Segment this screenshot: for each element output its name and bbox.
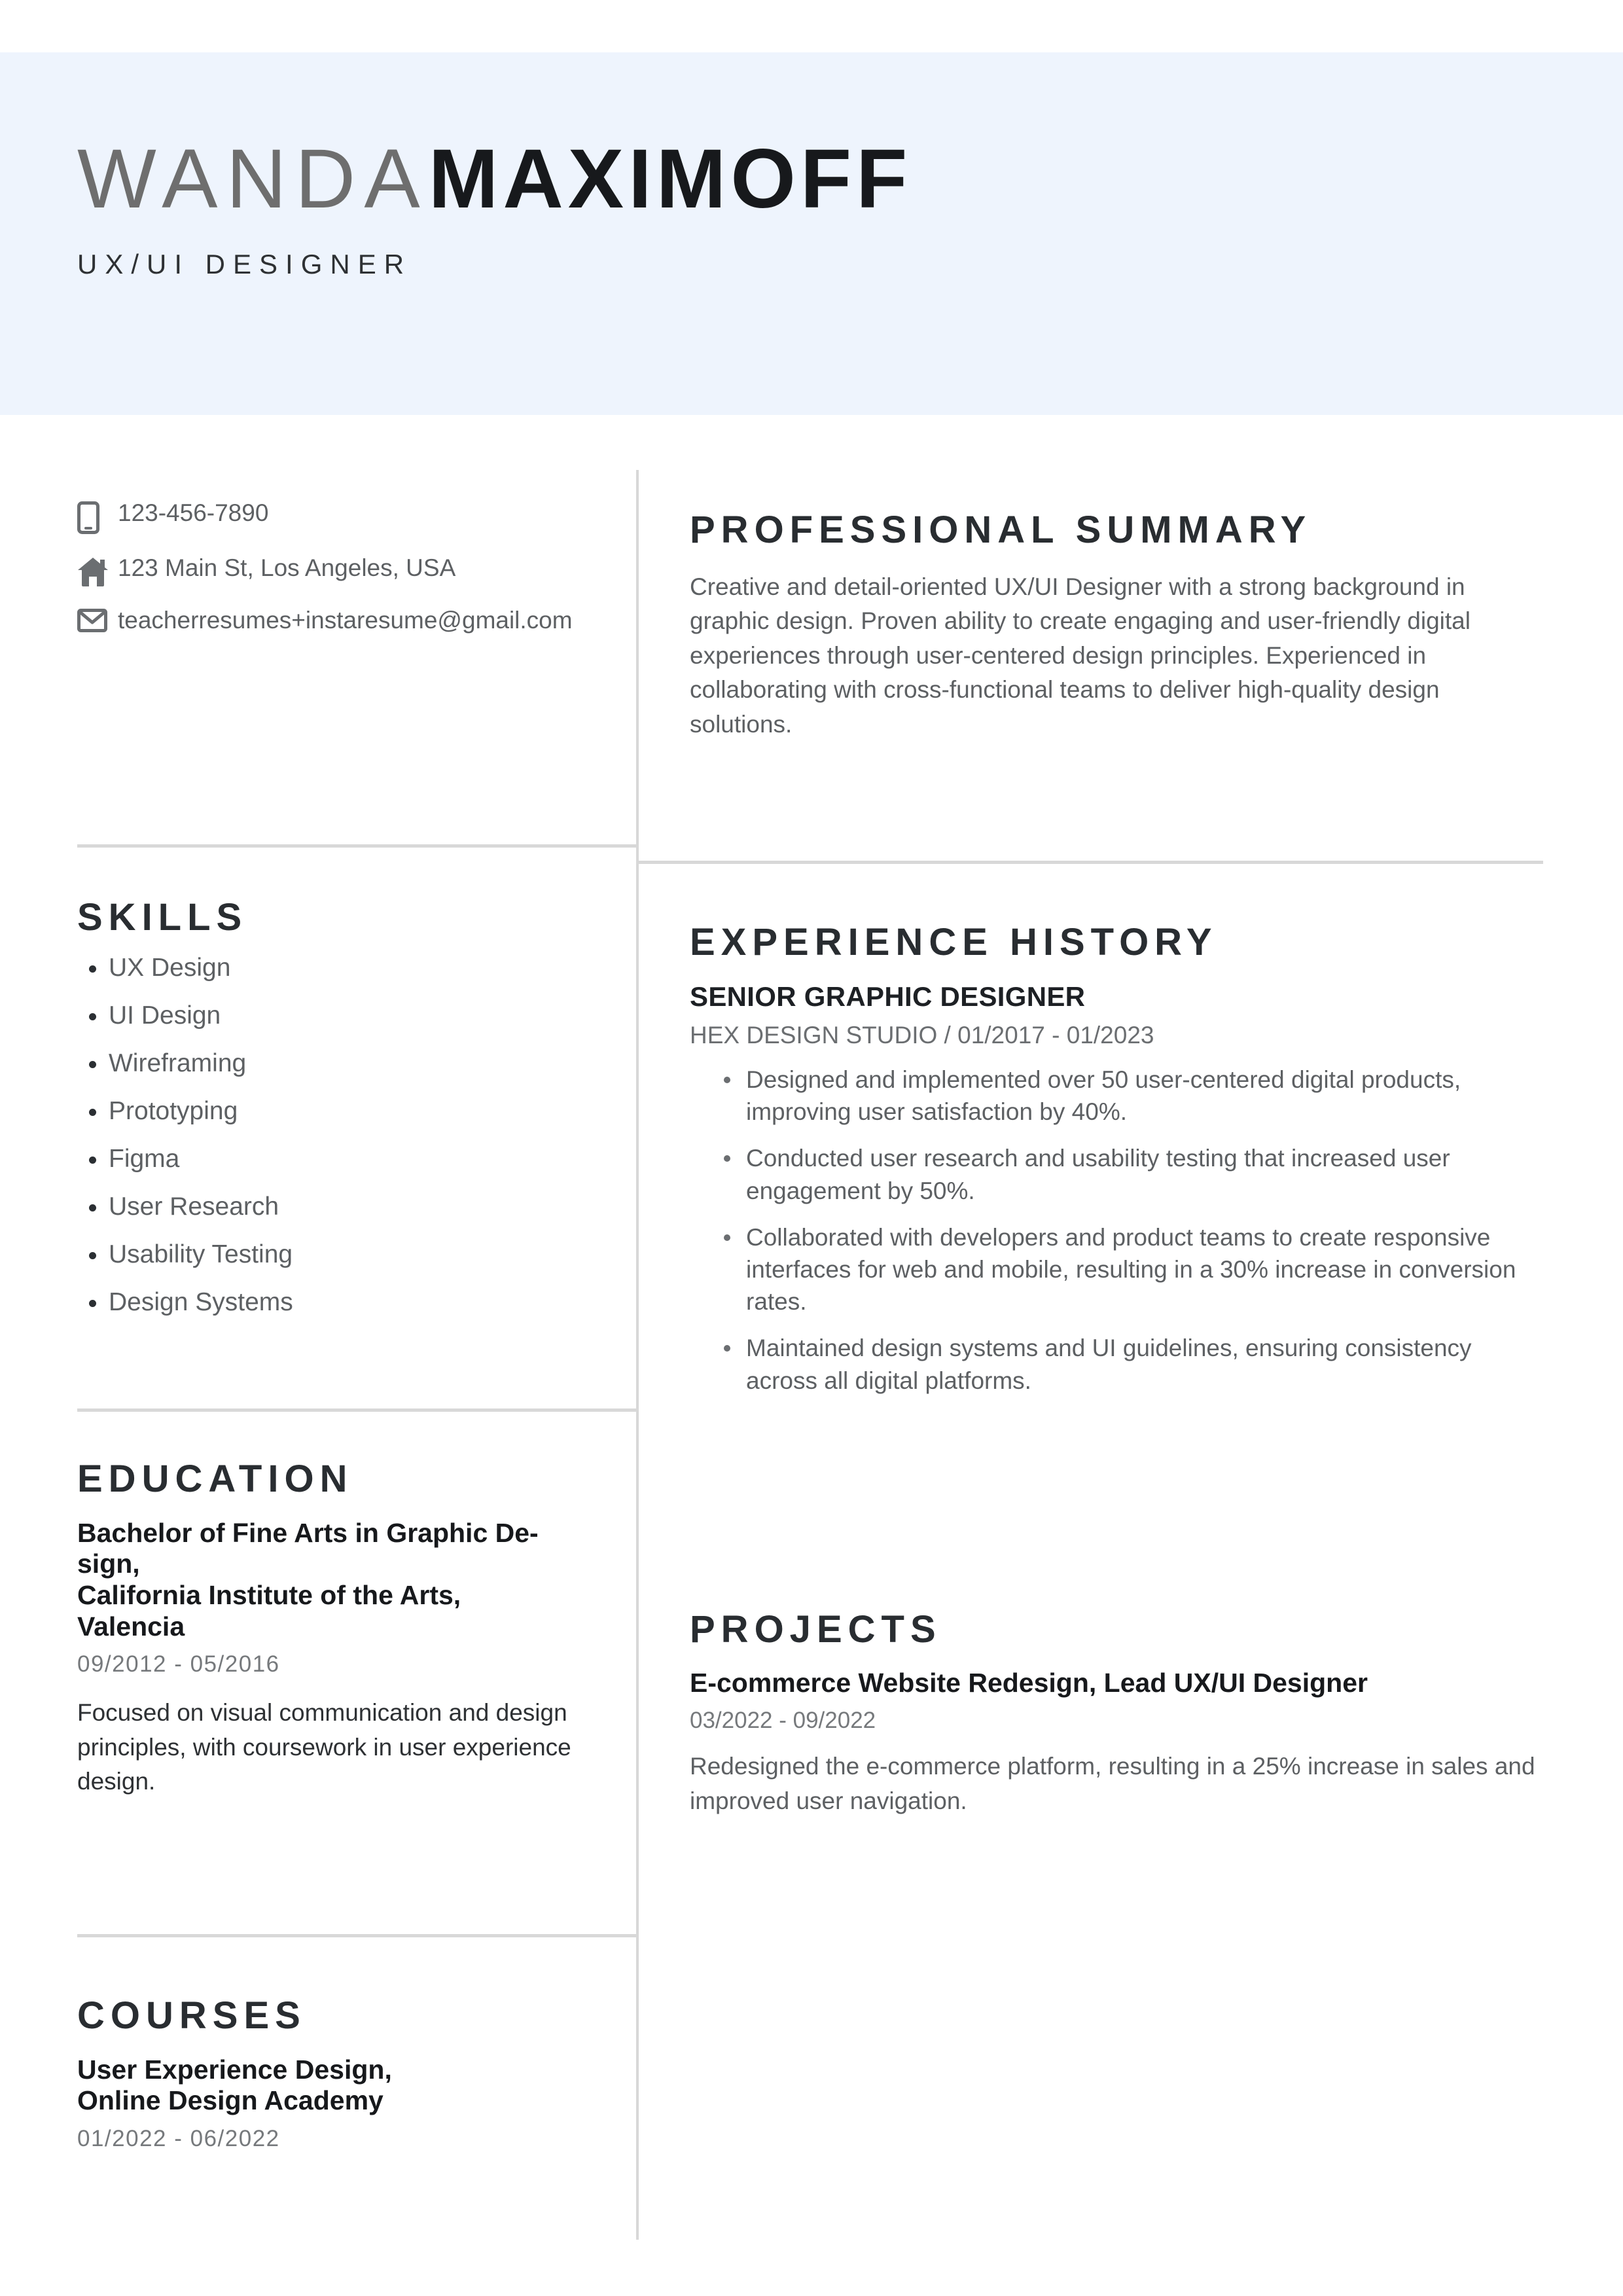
project-date: 03/2022 - 09/2022 — [690, 1708, 876, 1734]
contact-email-text: teacherresumes+instaresume@gmail.com — [118, 607, 573, 634]
contact-list — [77, 497, 594, 636]
job-bullet: Maintained design systems and UI guidelines, ensuring consistency across all digital platforms. — [746, 1332, 1541, 1396]
skill-item: Figma — [109, 1146, 594, 1172]
job-bullet: Designed and implemented over 50 user-centered digital products, improving user satisfaction by 40%. — [746, 1064, 1541, 1128]
education-date: 09/2012 - 05/2016 — [77, 1651, 280, 1677]
job-bullet: Collaborated with developers and product teams to create responsive interfaces for web and mobile, resulting in a 30% increase in conversion rates. — [746, 1221, 1541, 1318]
contact-phone-text: 123-456-7890 — [118, 499, 269, 526]
education-heading: EDUCATION — [77, 1458, 353, 1500]
summary-heading: PROFESSIONAL SUMMARY — [690, 509, 1312, 551]
education-school-line2: Valencia — [77, 1611, 185, 1641]
skills-heading: SKILLS — [77, 896, 248, 939]
experience-heading: EXPERIENCE HISTORY — [690, 921, 1218, 963]
left-column — [77, 497, 594, 2151]
job-bullet-list — [690, 1064, 1541, 1397]
courses-heading: COURSES — [77, 1994, 306, 2037]
summary-text: Creative and detail-oriented UX/UI Designer with a strong background in graphic design. Proven ability to create engaging and user-friendly digital experiences through user-centered design principles. Experienced in collaborating with cross-functional teams to deliver high-quality design solutions. — [690, 573, 1471, 738]
course-entry-title — [77, 2054, 594, 2117]
education-degree-line1: Bachelor of Fine Arts in Graphic De- — [77, 1517, 539, 1548]
header-band — [0, 52, 1623, 415]
divider-left-skills-education — [77, 1408, 637, 1412]
education-school-line1: California Institute of the Arts, — [77, 1579, 461, 1610]
course-date: 01/2022 - 06/2022 — [77, 2125, 280, 2151]
job-bullet: Conducted user research and usability testing that increased user engagement by 50%. — [746, 1142, 1541, 1206]
education-entry-title — [77, 1518, 594, 1642]
projects-section — [690, 1610, 1541, 1818]
project-name: E-commerce Website Redesign, Lead UX/UI Designer — [690, 1667, 1368, 1698]
skill-item: Prototyping — [109, 1098, 594, 1124]
education-degree-line2: sign, — [77, 1549, 140, 1579]
envelope-icon — [77, 605, 118, 632]
projects-heading: PROJECTS — [690, 1608, 942, 1651]
full-name — [77, 132, 1517, 226]
skill-item: UX Design — [109, 955, 594, 980]
contact-item-address — [77, 552, 594, 586]
contact-address-text: 123 Main St, Los Angeles, USA — [118, 554, 456, 581]
divider-right-summary-experience — [636, 861, 1543, 864]
skill-item: User Research — [109, 1194, 594, 1219]
experience-section — [690, 923, 1541, 1411]
last-name: MAXIMOFF — [428, 132, 912, 226]
education-section — [77, 1460, 594, 1799]
skill-item: UI Design — [109, 1003, 594, 1028]
header-content — [77, 132, 1517, 280]
skill-item: Design Systems — [109, 1289, 594, 1315]
right-column — [690, 509, 1541, 1814]
job-title: UX/UI DESIGNER — [77, 249, 412, 279]
divider-left-contact-skills — [77, 844, 637, 848]
course-name-line1: User Experience Design, — [77, 2054, 392, 2085]
column-divider — [636, 470, 639, 2240]
project-description: Redesigned the e-commerce platform, resulting in a 25% increase in sales and improved user navigation. — [690, 1753, 1535, 1814]
project-entry — [690, 1667, 1541, 1818]
job-company-dates: HEX DESIGN STUDIO / 01/2017 - 01/2023 — [690, 1021, 1154, 1049]
home-icon — [77, 552, 118, 586]
experience-job — [690, 981, 1541, 1397]
skills-list — [77, 955, 594, 1315]
courses-section — [77, 1996, 594, 2152]
skill-item: Wireframing — [109, 1050, 594, 1076]
contact-item-email — [77, 605, 594, 636]
first-name: WANDA — [77, 132, 429, 226]
education-description: Focused on visual communication and design principles, with coursework in user experience design. — [77, 1699, 571, 1795]
divider-left-education-courses — [77, 1934, 637, 1937]
skills-section — [77, 898, 594, 1337]
summary-section — [690, 511, 1541, 742]
course-name-line2: Online Design Academy — [77, 2085, 383, 2116]
skill-item: Usability Testing — [109, 1242, 594, 1267]
mobile-phone-icon — [77, 497, 118, 534]
contact-item-phone — [77, 497, 594, 534]
job-role: SENIOR GRAPHIC DESIGNER — [690, 980, 1086, 1012]
